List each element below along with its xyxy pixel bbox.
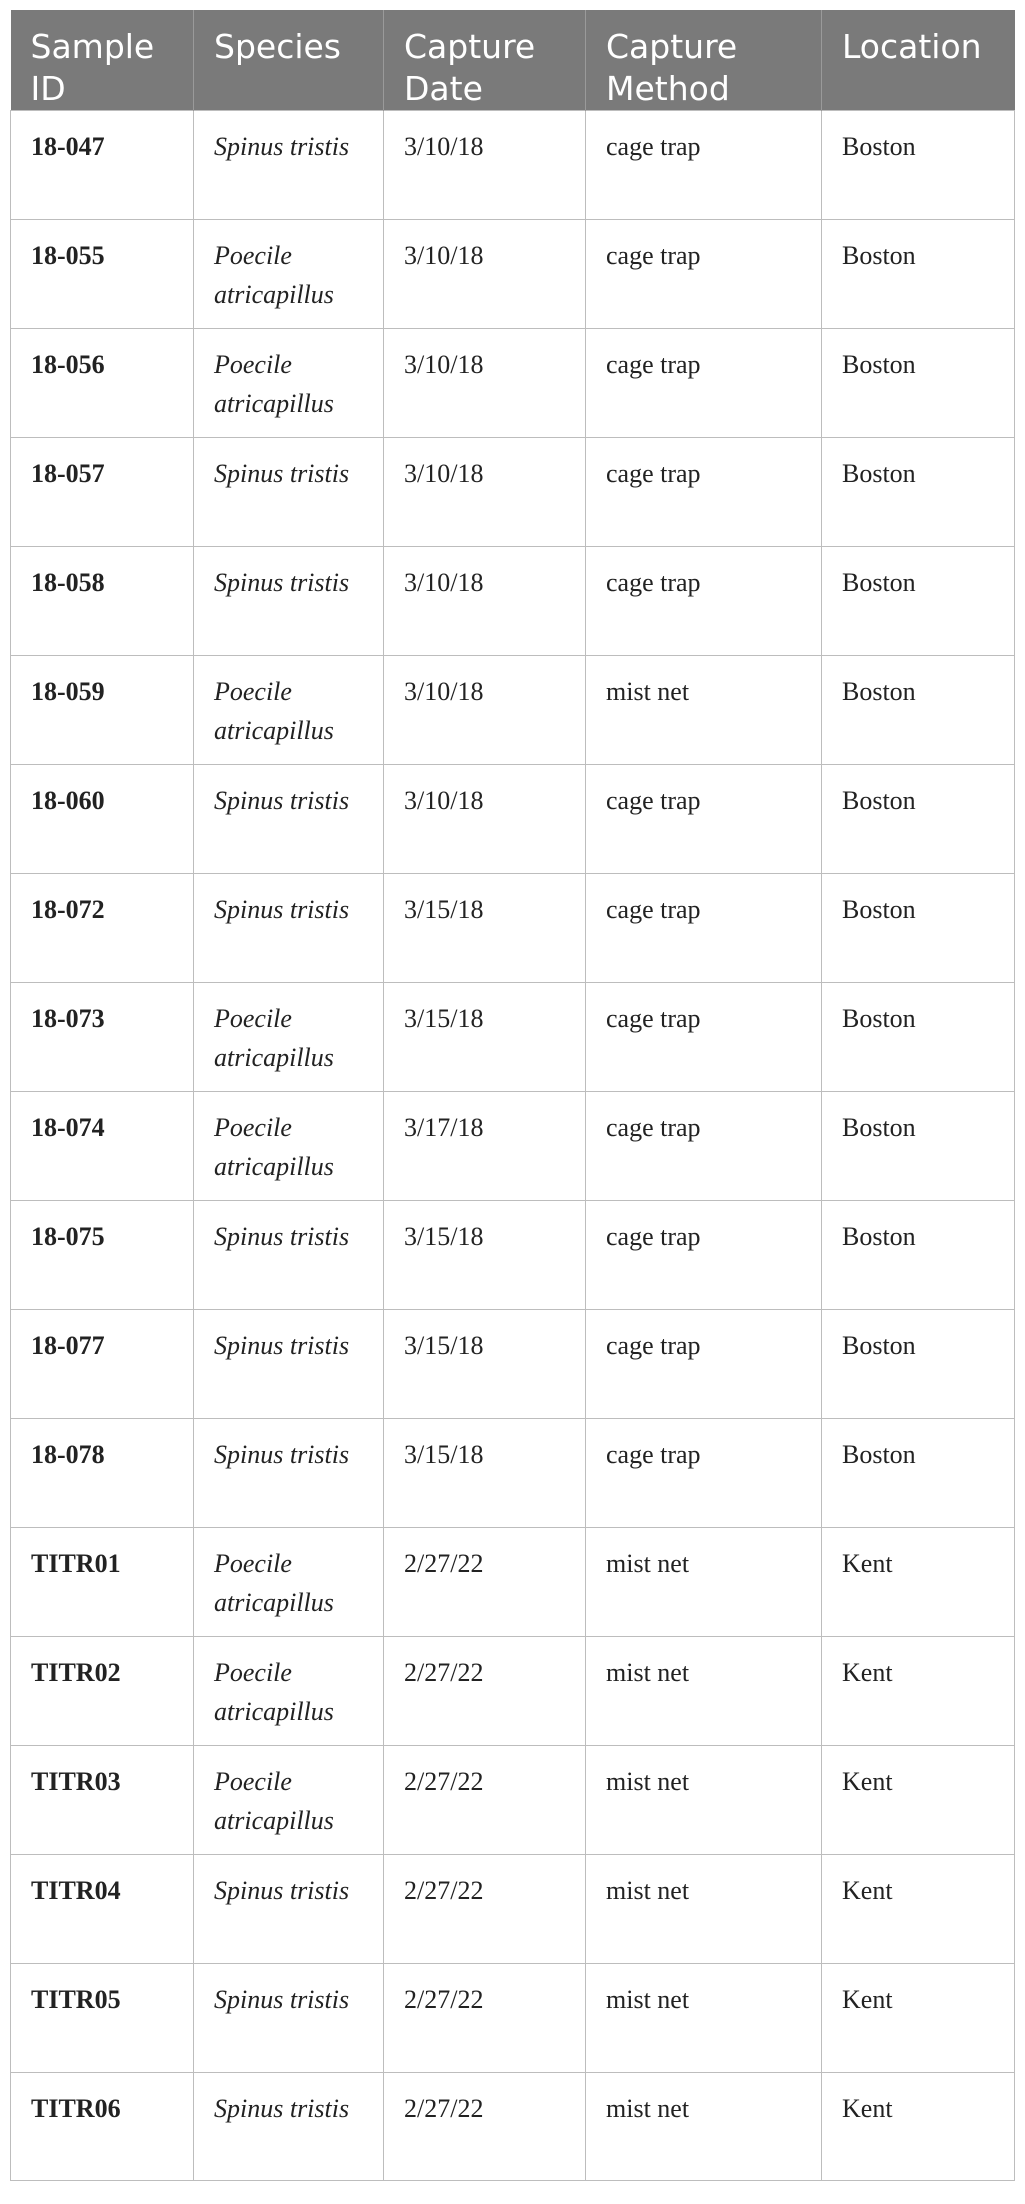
table-row [11, 438, 1015, 547]
cell-location: Boston [822, 1092, 1015, 1201]
cell-location: Boston [822, 656, 1015, 765]
cell-species: Spinus tristis [194, 1310, 384, 1419]
cell-location: Boston [822, 1419, 1015, 1528]
header-sample-id: Sample ID [11, 10, 194, 111]
table-row [11, 220, 1015, 329]
cell-sample-id: 18-047 [11, 111, 194, 220]
cell-capture-date: 2/27/22 [384, 1528, 586, 1637]
cell-capture-method: cage trap [586, 329, 822, 438]
cell-species: Poecile atricapillus [194, 656, 384, 765]
cell-sample-id: 18-058 [11, 547, 194, 656]
cell-sample-id: 18-077 [11, 1310, 194, 1419]
cell-location: Boston [822, 874, 1015, 983]
cell-capture-date: 3/10/18 [384, 438, 586, 547]
table-row [11, 1092, 1015, 1201]
table-row [11, 1964, 1015, 2073]
header-row [11, 10, 1015, 111]
cell-capture-method: cage trap [586, 983, 822, 1092]
cell-capture-date: 3/15/18 [384, 983, 586, 1092]
header-capture-method: Capture Method [586, 10, 822, 111]
cell-sample-id: 18-060 [11, 765, 194, 874]
cell-capture-date: 3/10/18 [384, 547, 586, 656]
cell-location: Boston [822, 111, 1015, 220]
sample-table [10, 10, 1015, 2181]
cell-capture-method: cage trap [586, 438, 822, 547]
cell-capture-method: cage trap [586, 547, 822, 656]
cell-capture-date: 2/27/22 [384, 1746, 586, 1855]
cell-capture-method: cage trap [586, 111, 822, 220]
cell-location: Boston [822, 329, 1015, 438]
cell-location: Kent [822, 1637, 1015, 1746]
table-row [11, 656, 1015, 765]
cell-capture-method: cage trap [586, 874, 822, 983]
cell-capture-date: 3/10/18 [384, 765, 586, 874]
cell-sample-id: TITR06 [11, 2073, 194, 2181]
cell-location: Boston [822, 1201, 1015, 1310]
header-location: Location [822, 10, 1015, 111]
cell-species: Spinus tristis [194, 1201, 384, 1310]
table-row [11, 1419, 1015, 1528]
table-row [11, 111, 1015, 220]
cell-capture-date: 2/27/22 [384, 1637, 586, 1746]
cell-sample-id: 18-075 [11, 1201, 194, 1310]
cell-sample-id: 18-057 [11, 438, 194, 547]
cell-capture-date: 2/27/22 [384, 1855, 586, 1964]
cell-location: Kent [822, 1964, 1015, 2073]
table-row [11, 329, 1015, 438]
cell-sample-id: 18-078 [11, 1419, 194, 1528]
cell-capture-method: cage trap [586, 1092, 822, 1201]
cell-species: Spinus tristis [194, 765, 384, 874]
cell-capture-method: cage trap [586, 1419, 822, 1528]
cell-sample-id: 18-074 [11, 1092, 194, 1201]
cell-species: Poecile atricapillus [194, 983, 384, 1092]
cell-capture-date: 3/10/18 [384, 111, 586, 220]
cell-species: Spinus tristis [194, 111, 384, 220]
cell-sample-id: 18-072 [11, 874, 194, 983]
cell-species: Spinus tristis [194, 547, 384, 656]
table-body [11, 111, 1015, 2181]
cell-capture-method: cage trap [586, 765, 822, 874]
cell-capture-method: mist net [586, 1964, 822, 2073]
cell-sample-id: TITR05 [11, 1964, 194, 2073]
cell-sample-id: TITR02 [11, 1637, 194, 1746]
cell-location: Kent [822, 1855, 1015, 1964]
cell-capture-date: 3/15/18 [384, 1201, 586, 1310]
cell-capture-method: mist net [586, 1637, 822, 1746]
cell-species: Poecile atricapillus [194, 1637, 384, 1746]
cell-location: Boston [822, 1310, 1015, 1419]
cell-species: Poecile atricapillus [194, 220, 384, 329]
cell-capture-method: mist net [586, 1746, 822, 1855]
cell-sample-id: 18-059 [11, 656, 194, 765]
cell-capture-date: 3/10/18 [384, 329, 586, 438]
cell-location: Kent [822, 1528, 1015, 1637]
table-header [11, 10, 1015, 111]
cell-location: Boston [822, 765, 1015, 874]
table-row [11, 874, 1015, 983]
table-row [11, 1528, 1015, 1637]
table-row [11, 547, 1015, 656]
cell-capture-date: 3/15/18 [384, 1310, 586, 1419]
cell-sample-id: 18-073 [11, 983, 194, 1092]
cell-species: Spinus tristis [194, 1855, 384, 1964]
table-row [11, 1855, 1015, 1964]
cell-capture-date: 3/15/18 [384, 1419, 586, 1528]
cell-species: Spinus tristis [194, 438, 384, 547]
cell-capture-method: cage trap [586, 1201, 822, 1310]
cell-sample-id: TITR03 [11, 1746, 194, 1855]
cell-species: Poecile atricapillus [194, 1528, 384, 1637]
cell-capture-method: mist net [586, 2073, 822, 2181]
cell-species: Poecile atricapillus [194, 1746, 384, 1855]
cell-capture-date: 3/17/18 [384, 1092, 586, 1201]
cell-location: Boston [822, 438, 1015, 547]
header-species: Species [194, 10, 384, 111]
sample-table-container [10, 10, 1014, 2181]
cell-sample-id: TITR01 [11, 1528, 194, 1637]
cell-location: Kent [822, 1746, 1015, 1855]
table-row [11, 1746, 1015, 1855]
cell-capture-method: mist net [586, 1855, 822, 1964]
cell-species: Poecile atricapillus [194, 329, 384, 438]
table-row [11, 1637, 1015, 1746]
cell-sample-id: TITR04 [11, 1855, 194, 1964]
cell-location: Kent [822, 2073, 1015, 2181]
table-row [11, 2073, 1015, 2181]
cell-species: Spinus tristis [194, 1964, 384, 2073]
cell-capture-date: 3/10/18 [384, 220, 586, 329]
cell-sample-id: 18-055 [11, 220, 194, 329]
cell-species: Spinus tristis [194, 2073, 384, 2181]
cell-capture-date: 3/10/18 [384, 656, 586, 765]
table-row [11, 983, 1015, 1092]
cell-capture-date: 3/15/18 [384, 874, 586, 983]
cell-capture-date: 2/27/22 [384, 1964, 586, 2073]
cell-capture-method: mist net [586, 656, 822, 765]
header-capture-date: Capture Date [384, 10, 586, 111]
cell-capture-date: 2/27/22 [384, 2073, 586, 2181]
cell-capture-method: cage trap [586, 220, 822, 329]
cell-species: Spinus tristis [194, 874, 384, 983]
cell-capture-method: cage trap [586, 1310, 822, 1419]
cell-location: Boston [822, 220, 1015, 329]
table-row [11, 765, 1015, 874]
cell-species: Spinus tristis [194, 1419, 384, 1528]
cell-location: Boston [822, 983, 1015, 1092]
table-row [11, 1201, 1015, 1310]
table-row [11, 1310, 1015, 1419]
cell-species: Poecile atricapillus [194, 1092, 384, 1201]
cell-location: Boston [822, 547, 1015, 656]
cell-sample-id: 18-056 [11, 329, 194, 438]
cell-capture-method: mist net [586, 1528, 822, 1637]
